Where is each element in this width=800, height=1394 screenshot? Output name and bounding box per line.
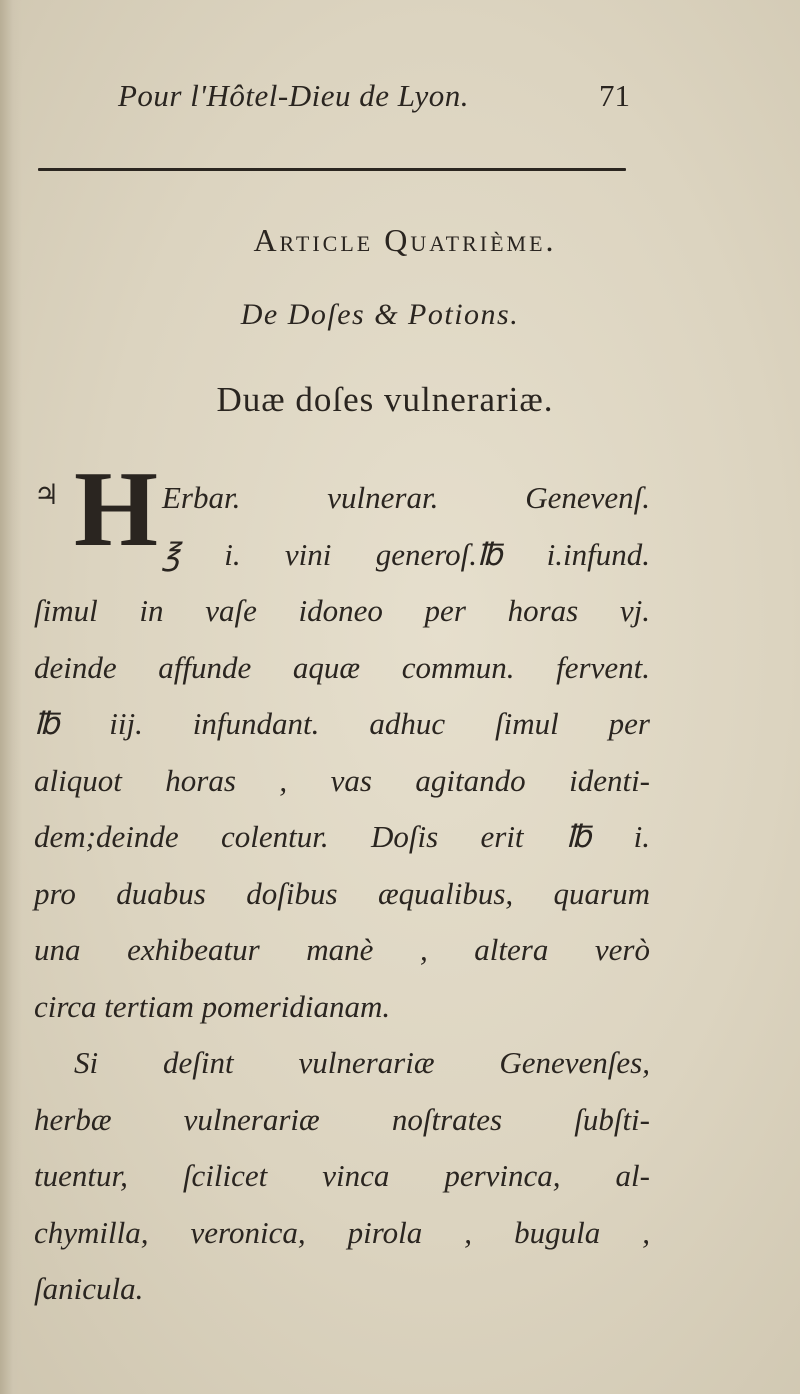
recipe-line: ℔ iij. infundant. adhuc ſimul per	[34, 706, 650, 741]
recipe-line: circa tertiam pomeridianam.	[34, 988, 391, 1024]
article-subheading: De Doſes & Potions.	[240, 298, 520, 331]
recipe-line: Erbar. vulnerar. Genevenſ.	[162, 480, 650, 515]
recipe-line: una exhibeatur manè , altera verò	[34, 932, 650, 967]
recipe-line: pro duabus doſibus æqualibus, quarum	[34, 875, 650, 911]
recipe-line: dem;deinde colentur. Doſis erit ℔ i.	[34, 819, 650, 854]
recipe-title: Duæ doſes vulnerariæ.	[216, 380, 554, 419]
note-line: ſanicula.	[34, 1271, 144, 1306]
header-rule	[38, 168, 626, 171]
recipe-line: ℥ i. vini generoſ.℔ i.infund.	[162, 536, 650, 572]
recipe-line: deinde affunde aquæ commun. fervent.	[34, 649, 650, 685]
running-head	[118, 78, 638, 118]
page-spine-shadow	[0, 0, 22, 1394]
article-heading: Article Quatrième.	[253, 222, 557, 258]
recipe-symbol: ♃	[34, 478, 60, 511]
note-line: chymilla, veronica, pirola , bugula ,	[34, 1214, 650, 1250]
recipe-line: ſimul in vaſe idoneo per horas vj.	[34, 593, 650, 628]
note-line: herbæ vulnerariæ noſtrates ſubſti-	[34, 1101, 650, 1137]
recipe-body	[34, 470, 650, 1318]
recipe-line: aliquot horas , vas agitando identi-	[34, 762, 650, 798]
note-line: tuentur, ſcilicet vinca pervinca, al-	[34, 1158, 650, 1193]
page-number: 71	[599, 78, 630, 113]
drop-cap: H	[74, 450, 159, 569]
running-title: Pour l'Hôtel-Dieu de Lyon.	[118, 78, 470, 113]
note-line: Si deſint vulnerariæ Genevenſes,	[74, 1045, 650, 1080]
